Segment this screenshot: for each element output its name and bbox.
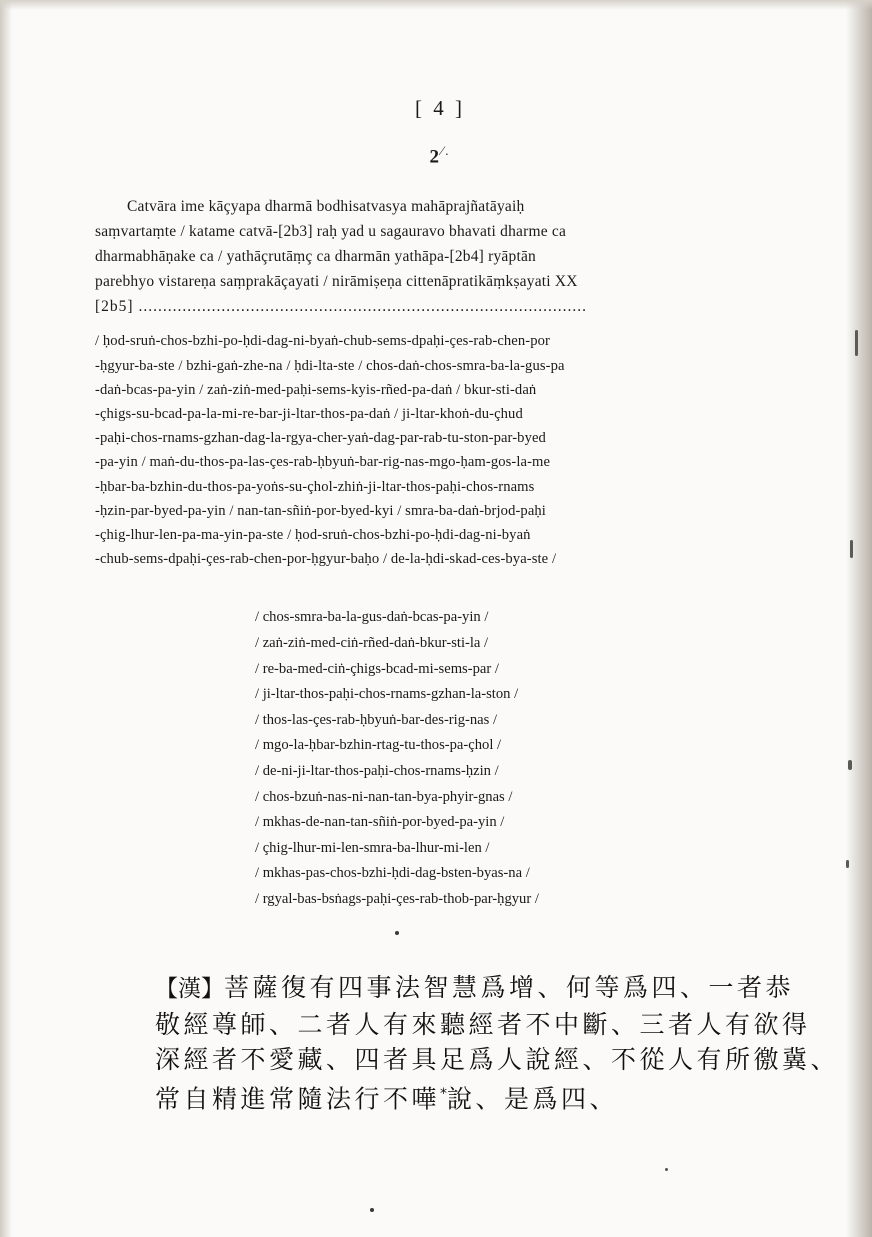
sanskrit-line: [2b5] ............................................................................................: [95, 298, 587, 316]
verse-line: / re-ba-med-ciṅ-çhigs-bcad-mi-sems-par /: [255, 660, 499, 677]
chinese-line: 深經者不愛藏、四者具足爲人說經、不從人有所徼冀、: [155, 1045, 840, 1075]
page-number-label: [ 4 ]: [415, 96, 465, 120]
scan-speck: [370, 1208, 374, 1212]
verse-line: / ji-ltar-thos-paḥi-chos-rnams-gzhan-la-ston /: [255, 686, 519, 703]
scan-speck: [846, 860, 849, 868]
scan-speck: [665, 1168, 668, 1171]
tibetan-line: -paḥi-chos-rnams-gzhan-dag-la-rgya-cher-yaṅ-dag-par-rab-tu-ston-par-byed: [95, 430, 546, 447]
verse-line: / rgyal-bas-bsṅags-paḥi-çes-rab-thob-par-ḥgyur /: [255, 890, 539, 907]
verse-line: / mkhas-pas-chos-bzhi-ḥdi-dag-bsten-byas-na /: [255, 865, 530, 882]
tibetan-line: -çhigs-su-bcad-pa-la-mi-re-bar-ji-ltar-thos-pa-daṅ / ji-ltar-khoṅ-du-çhud: [95, 405, 523, 422]
verse-line: / mkhas-de-nan-tan-sñiṅ-por-byed-pa-yin /: [255, 814, 505, 831]
verse-line: / çhig-lhur-mi-len-smra-ba-lhur-mi-len /: [255, 839, 490, 856]
tibetan-line: -çhig-lhur-len-pa-ma-yin-pa-ste / ḥod-sruṅ-chos-bzhi-po-ḥdi-dag-ni-byaṅ: [95, 526, 531, 543]
tibetan-line: -chub-sems-dpaḥi-çes-rab-chen-por-ḥgyur-baḥo / de-la-ḥdi-skad-ces-bya-ste /: [95, 551, 557, 568]
sanskrit-paragraph: [95, 194, 780, 319]
scan-edge-left: [0, 0, 12, 1237]
verse-line: / zaṅ-ziṅ-med-ciṅ-rñed-daṅ-bkur-sti-la /: [255, 634, 489, 651]
verse-line: / chos-smra-ba-la-gus-daṅ-bcas-pa-yin /: [255, 609, 489, 626]
scan-edge-right: [846, 0, 872, 1237]
tibetan-paragraph: [95, 329, 780, 571]
tibetan-line: / ḥod-sruṅ-chos-bzhi-po-ḥdi-dag-ni-byaṅ-chub-sems-dpaḥi-çes-rab-chen-por: [95, 333, 550, 350]
tibetan-line: -ḥzin-par-byed-pa-yin / nan-tan-sñiṅ-por-byed-kyi / smra-ba-daṅ-brjod-paḥi: [95, 502, 546, 519]
verse-line: / de-ni-ji-ltar-thos-paḥi-chos-rnams-ḥzin /: [255, 762, 499, 779]
page-content: [60, 0, 840, 1117]
scan-speck: [855, 330, 858, 356]
chinese-line: [155, 970, 795, 1007]
chinese-source-tag: 【漢】: [155, 976, 224, 1003]
scan-speck: [850, 540, 853, 558]
section-mark-numeral: 2: [429, 146, 442, 168]
chinese-line: [155, 1077, 780, 1116]
section-mark-tick: ⁄.: [441, 143, 451, 158]
chinese-paragraph: [60, 970, 840, 1116]
tibetan-line: -daṅ-bcas-pa-yin / zaṅ-ziṅ-med-paḥi-sems-kyis-rñed-pa-daṅ / bkur-sti-daṅ: [95, 381, 537, 398]
sanskrit-line: parebhyo vistareṇa saṃprakāçayati / nirāmiṣeṇa cittenāpratikāṃkṣayati XX: [95, 273, 578, 291]
verse-line: / mgo-la-ḥbar-bzhin-rtag-tu-thos-pa-çhol /: [255, 737, 502, 754]
scan-speck: [848, 760, 852, 770]
chinese-line: 敬經尊師、二者人有來聽經者不中斷、三者人有欲得: [155, 1010, 811, 1040]
chinese-line-text: 常自精進常隨法行不嘩: [155, 1084, 441, 1114]
verse-line: / thos-las-çes-rab-ḥbyuṅ-bar-des-rig-nas /: [255, 711, 498, 728]
section-mark: [60, 143, 820, 168]
tibetan-line: -ḥbar-ba-bzhin-du-thos-pa-yoṅs-su-çhol-zhiṅ-ji-ltar-thos-paḥi-chos-rnams: [95, 478, 535, 495]
sanskrit-line: saṃvartaṃte / katame catvā-[2b3] raḥ yad u sagauravo bhavati dharme ca: [95, 223, 567, 241]
tibetan-line: -pa-yin / maṅ-du-thos-pa-las-çes-rab-ḥbyuṅ-bar-rig-nas-mgo-ḥam-gos-la-me: [95, 454, 551, 471]
verse-line: / chos-bzuṅ-nas-ni-nan-tan-bya-phyir-gnas /: [255, 788, 513, 805]
sanskrit-line: dharmabhāṇake ca / yathāçrutāṃç ca dharmān yathāpa-[2b4] ryāptān: [95, 248, 536, 266]
sanskrit-line: Catvāra ime kāçyapa dharmā bodhisatvasya mahāprajñatāyaiḥ: [127, 198, 525, 216]
chinese-line-tail: 說、是爲四、: [447, 1084, 619, 1114]
tibetan-line: -ḥgyur-ba-ste / bzhi-gaṅ-zhe-na / ḥdi-lta-ste / chos-daṅ-chos-smra-ba-la-gus-pa: [95, 357, 565, 374]
chinese-footnote-marker: *: [440, 1086, 448, 1103]
page-number: [60, 96, 820, 121]
chinese-line-text: 菩薩復有四事法智慧爲增、何等爲四、一者恭: [224, 973, 795, 1003]
verse-block: [60, 605, 820, 912]
scan-speck: [395, 931, 399, 935]
